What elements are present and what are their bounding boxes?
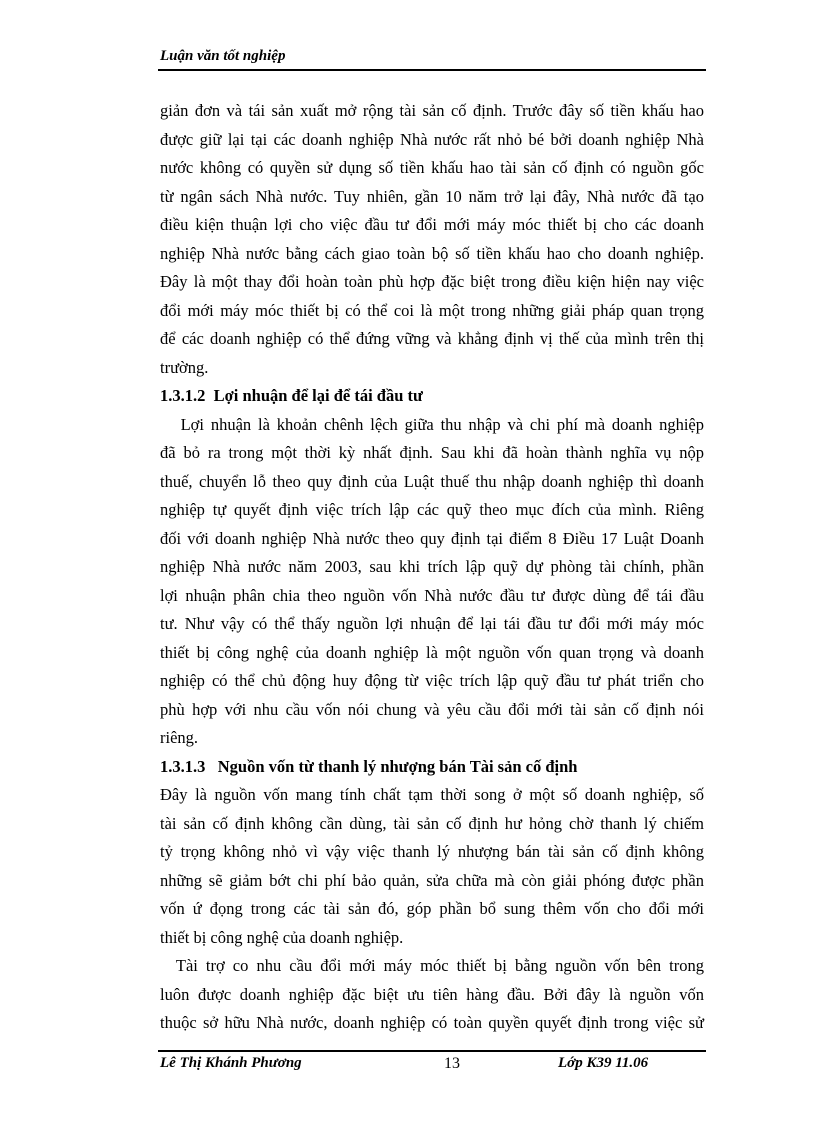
body-line: riêng. (160, 728, 199, 747)
body-line: từ ngân sách Nhà nước. Tuy nhiên, gần 10 năm trở lại đây, Nhà nước đã tạo (160, 186, 704, 206)
body-line: Đây là một thay đổi hoàn toàn phù hợp đặc biệt trong điều kiện hiện nay việc (160, 272, 704, 291)
footer-author: Lê Thị Khánh Phương (160, 1055, 302, 1071)
body-line: luôn được doanh nghiệp đặc biệt ưu tiên hàng đầu. Bởi đây là nguồn vốn (160, 984, 704, 1004)
document-body (160, 97, 704, 1038)
page-number: 13 (444, 1055, 460, 1072)
header-title: Luận văn tốt nghiệp (160, 48, 286, 64)
body-line: tài sản cố định không cần dùng, tài sản cố định hư hỏng chờ thanh lý chiếm (160, 813, 704, 833)
body-line: thiết bị công nghệ của doanh nghiệp. (160, 927, 404, 947)
body-line: vốn ứ đọng trong các tài sản đó, góp phần bổ sung thêm vốn cho đổi mới (160, 899, 704, 918)
body-line: điều kiện thuận lợi cho việc đầu tư đổi mới máy móc thiết bị cho các doanh (160, 215, 704, 234)
body-line: đổi mới máy móc thiết bị có thể coi là một trong những giải pháp quan trọng (160, 300, 704, 320)
section-heading-1-3-1-2: 1.3.1.2 Lợi nhuận để lại để tái đầu tư (160, 386, 423, 405)
body-line: đối với doanh nghiệp Nhà nước theo quy định tại điểm 8 Điều 17 Luật Doanh (160, 528, 704, 548)
body-line: nghiệp Nhà nước bằng cách giao toàn bộ số tiền khấu hao cho doanh nghiệp. (160, 243, 704, 263)
body-line: nước không có quyền sử dụng số tiền khấu hao tài sản cố định có nguồn gốc (160, 158, 704, 177)
body-line: nghiệp Nhà nước năm 2003, sau khi trích lập quỹ dự phòng tài chính, phần (160, 557, 704, 576)
body-line: Đây là nguồn vốn mang tính chất tạm thời song ở một số doanh nghiệp, số (160, 785, 704, 804)
body-line: giản đơn và tái sản xuất mở rộng tài sản cố định. Trước đây số tiền khấu hao (160, 101, 704, 120)
footer-divider (158, 1050, 706, 1052)
body-line: nghiệp tự quyết định việc trích lập các quỹ theo mục đích của mình. Riêng (160, 500, 704, 519)
section-heading-1-3-1-3: 1.3.1.3 Nguồn vốn từ thanh lý nhượng bán Tài sản cố định (160, 756, 578, 776)
body-line: phù hợp với nhu cầu vốn nói chung và yêu cầu đổi mới tài sản cố định nói (160, 699, 704, 719)
body-line: để các doanh nghiệp có thể đứng vững và khẳng định vị thế của mình trên thị (160, 329, 704, 348)
body-line: trường. (160, 357, 209, 377)
footer-class-label: Lớp K39 11.06 (558, 1055, 649, 1071)
body-line: nghiệp có thể chủ động huy động từ việc trích lập quỹ đầu tư phát triển cho (160, 671, 704, 690)
body-line: Lợi nhuận là khoản chênh lệch giữa thu nhập và chi phí mà doanh nghiệp (160, 414, 704, 434)
header-divider (158, 69, 706, 71)
body-line: thuế, chuyển lỗ theo quy định của Luật thuế thu nhập doanh nghiệp thì doanh (160, 471, 704, 491)
body-line: đã bỏ ra trong một thời kỳ nhất định. Sau khi đã hoàn thành nghĩa vụ nộp (160, 443, 704, 462)
body-line: tư. Như vậy có thể thấy nguồn lợi nhuận để lại tái đầu tư đổi mới máy móc (160, 614, 704, 633)
body-line: tỷ trọng không nhỏ vì vậy việc thanh lý nhượng bán tài sản cố định không (160, 842, 704, 861)
body-line: Tài trợ co nhu cầu đổi mới máy móc thiết bị bằng nguồn vốn bên trong (160, 956, 704, 975)
body-line: lợi nhuận phân chia theo nguồn vốn Nhà nước đầu tư được dùng để tái đầu (160, 585, 704, 605)
body-line: được giữ lại tại các doanh nghiệp Nhà nước rất nhỏ bé bởi doanh nghiệp Nhà (160, 129, 704, 149)
body-line: những sẽ giảm bớt chi phí bảo quản, sửa chữa mà còn giải phóng được phần (160, 870, 704, 890)
body-line: thuộc sở hữu Nhà nước, doanh nghiệp có toàn quyền quyết định trong việc sử (160, 1013, 704, 1032)
body-line: thiết bị công nghệ của doanh nghiệp là một nguồn vốn quan trọng và doanh (160, 642, 704, 662)
